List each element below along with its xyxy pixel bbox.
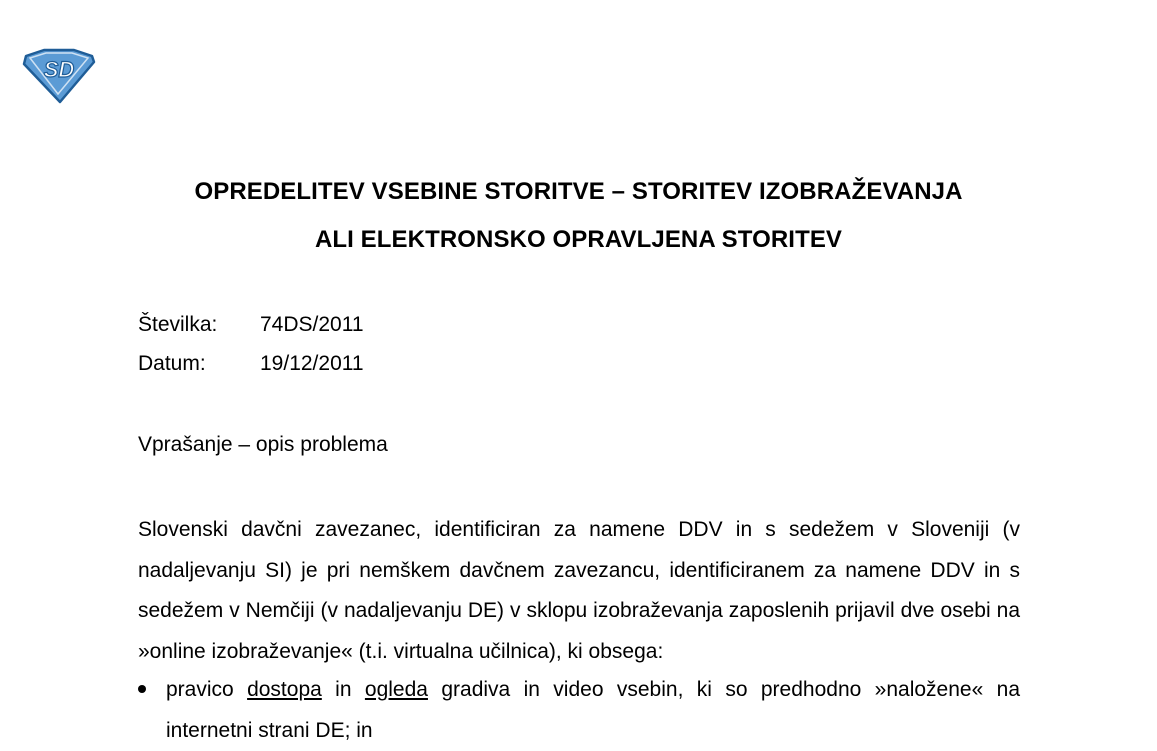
body-paragraph: Slovenski davčni zavezanec, identificiran za namene DDV in s sedežem v Sloveniji (v nadaljevanju SI) je pri nemškem davčnem zavezancu, identificiranem za namene DDV in s sedežem v Nemčiji (v nadaljevanju DE) v sklopu izobraževanja zaposlenih prijavil dve osebi na »online izobraževanje« (t.i. virtualna učilnica), ki obsega: bbox=[138, 518, 1020, 663]
underlined-term-ogleda: ogleda bbox=[364, 678, 428, 701]
section-heading: Vprašanje – opis problema bbox=[138, 433, 388, 456]
list-item bbox=[138, 670, 1020, 751]
document-date bbox=[138, 352, 364, 376]
underlined-term-dostopa: dostopa bbox=[247, 678, 322, 701]
document-number-value: 74DS/2011 bbox=[260, 313, 364, 336]
list-item-text: pravico dostopa in ogleda gradiva in video vsebin, ki so predhodno »naložene« na internetni strani DE; in bbox=[166, 678, 1021, 742]
document-title-line-2: ALI ELEKTRONSKO OPRAVLJENA STORITEV bbox=[314, 226, 843, 253]
company-logo bbox=[22, 48, 96, 104]
document-number-label: Številka: bbox=[138, 313, 218, 336]
bullet-icon bbox=[138, 685, 146, 693]
document-date-label: Datum: bbox=[138, 352, 206, 375]
document-date-value: 19/12/2011 bbox=[260, 352, 364, 375]
document-title-line-1: OPREDELITEV VSEBINE STORITVE – STORITEV IZOBRAŽEVANJA bbox=[194, 178, 963, 205]
logo-text: SD bbox=[43, 57, 75, 82]
document-number bbox=[138, 313, 364, 337]
